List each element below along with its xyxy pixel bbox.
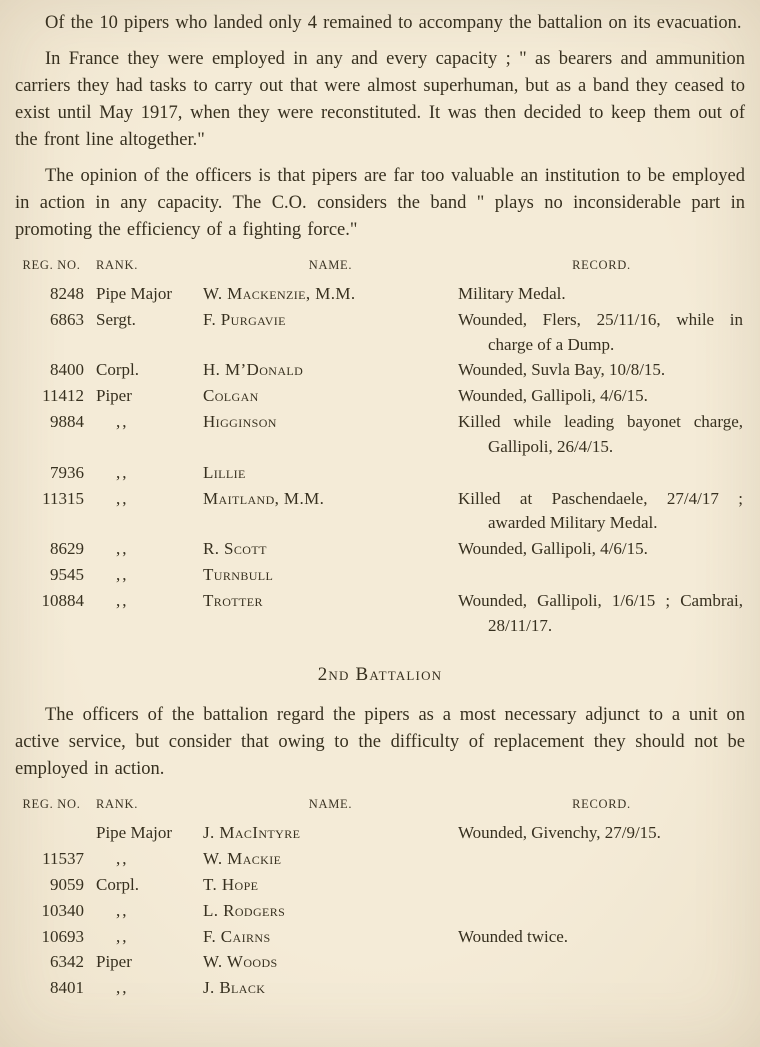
column-header-reg-no: REG. NO. [22,797,81,812]
rank-cell: ,, [116,590,129,610]
column-header-record: RECORD. [572,258,631,272]
rank-cell: Corpl. [96,360,139,380]
rank-cell: ,, [116,926,129,946]
record-cell: Wounded, Suvla Bay, 10/8/15. [458,360,666,380]
rank-cell: Pipe Major [96,823,173,843]
name-cell: Maitland, M.M. [203,488,325,508]
rank-cell: ,, [116,488,129,508]
name-cell: J. Black [203,978,266,998]
reg-no-cell: 10884 [41,590,84,610]
name-cell: J. MacIntyre [203,823,301,843]
record-cell [458,847,745,872]
paragraph-evacuation: Of the 10 pipers who landed only 4 remained to accompany the battalion on its evacuation. [45,13,742,33]
column-header-reg-no: REG. NO. [22,258,81,272]
table-row [15,384,745,409]
record-cell: Killed while leading bayonet charge, Gallipoli, 26/4/15. [458,412,743,456]
reg-no-cell: 6342 [50,952,84,972]
record-cell [458,976,745,1001]
reg-no-cell: 8629 [50,539,84,559]
column-header-rank: RANK. [96,258,139,272]
name-cell: T. Hope [203,875,259,894]
record-cell: Wounded, Gallipoli, 4/6/15. [458,386,648,406]
table-header-row [15,797,745,812]
reg-no-cell: 9545 [50,564,84,584]
paragraph-2nd-battalion-opinion: The officers of the battalion regard the pipers as a most necessary adjunct to a unit on active service, but consider that owing to the difficulty of replacement they should not be employed in action. [15,705,745,780]
name-cell: W. Mackenzie, M.M. [203,284,356,303]
reg-no-cell: 10340 [41,900,84,920]
rank-cell: ,, [116,539,129,559]
name-cell: R. Scott [203,539,267,559]
name-cell: W. Mackie [203,849,282,869]
rank-cell: ,, [116,849,129,869]
table-row [15,537,745,562]
record-cell [458,873,745,898]
reg-no-cell: 9059 [50,875,84,894]
reg-no-cell: 11412 [42,386,84,406]
record-cell: Wounded, Gallipoli, 4/6/15. [458,539,648,559]
record-cell [458,563,745,588]
table-row [15,925,745,950]
reg-no-cell: 9884 [50,412,84,432]
record-cell: Wounded twice. [458,926,569,946]
rank-cell: ,, [116,900,129,920]
rank-cell: ,, [116,978,129,998]
table-header-row [15,258,745,273]
rank-cell: Corpl. [96,875,139,894]
reg-no-cell: 11537 [42,849,84,869]
rank-cell: Sergt. [96,309,136,329]
name-cell: H. M’Donald [203,360,304,380]
rank-cell: Piper [96,386,132,406]
table-row [15,847,745,872]
reg-no-cell: 8401 [50,978,84,998]
reg-no-cell: 7936 [50,462,84,482]
rank-cell: Pipe Major [96,284,173,303]
roster-table-2nd-battalion [15,797,745,1001]
table-row [15,873,745,898]
table-row [15,308,745,358]
record-cell [458,899,745,924]
table-row [15,563,745,588]
name-cell: Higginson [203,412,277,432]
reg-no-cell [15,821,88,846]
reg-no-cell: 6863 [50,309,84,329]
name-cell: Colgan [203,386,259,406]
name-cell: L. Rodgers [203,900,286,920]
name-cell: F. Cairns [203,926,271,946]
table-row [15,461,745,486]
record-cell [458,950,745,975]
paragraph-france-employment: In France they were employed in any and every capacity ; " as bearers and ammunition carriers they had tasks to carry out that were almost superhuman, but as a band they ceased to exist until May 1917, when they were reconstituted. It was then decided to keep them out of the front line altogether." [15,49,745,150]
record-cell: Wounded, Flers, 25/11/16, while in charge of a Dump. [458,309,743,354]
record-cell [458,461,745,486]
table-row [15,589,745,639]
rank-cell: ,, [116,462,129,482]
record-cell: Wounded, Givenchy, 27/9/15. [458,823,661,843]
column-header-rank: RANK. [96,797,139,812]
table-row [15,950,745,975]
name-cell: W. Woods [203,952,278,972]
roster-table-1st-battalion [15,258,745,638]
table-row [15,410,745,460]
column-header-name: NAME. [308,797,353,812]
rank-cell: ,, [116,412,129,432]
reg-no-cell: 8400 [50,360,84,380]
reg-no-cell: 10693 [41,926,84,946]
reg-no-cell: 11315 [42,488,84,508]
record-cell: Killed at Paschendaele, 27/4/17 ; awarded Military Medal. [458,488,743,533]
reg-no-cell: 8248 [50,284,84,303]
table-row [15,358,745,383]
table-row [15,899,745,924]
rank-cell: Piper [96,952,132,972]
column-header-name: NAME. [308,258,353,272]
name-cell: Trotter [203,590,263,610]
record-cell: Wounded, Gallipoli, 1/6/15 ; Cambrai, 28/11/17. [458,590,743,635]
rank-cell: ,, [116,564,129,584]
paragraph-officers-opinion: The opinion of the officers is that pipers are far too valuable an institution to be employed in action in any capacity. The C.O. considers the band " plays no inconsiderable part in promoting the efficiency of a fighting force." [15,166,745,240]
name-cell: Lillie [203,462,246,482]
record-cell: Military Medal. [458,284,566,303]
table-row [15,487,745,537]
table-row [15,282,745,307]
name-cell: Turnbull [203,564,274,584]
table-row [15,821,745,846]
name-cell: F. Purgavie [203,309,286,329]
section-heading-2nd-battalion: 2nd Battalion [317,664,443,686]
table-row [15,976,745,1001]
column-header-record: RECORD. [572,797,631,812]
